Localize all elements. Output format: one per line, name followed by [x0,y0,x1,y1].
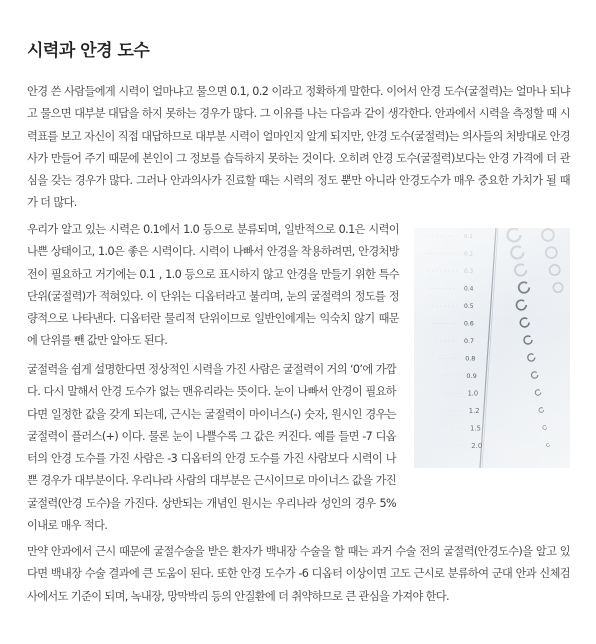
eye-chart-light-overlay [414,228,570,468]
paragraph-visual-acuity: 우리가 알고 있는 시력은 0.1에서 1.0 등으로 분류되며, 일반적으로 0.1은 시력이 나쁜 상태이고, 1.0은 좋은 시력이다. 시력이 나빠서 안경을 착용하려면, 안경처방전이 필요하고 거기에는 0.1 , 1.0 등으로 표시하지 않고 안경을 만들기 위한 특수 단위(굴절력)가 적혀있다. 이 단위는 디옵터라고 불리며, 눈의 굴절력의 정도를 정량적으로 나타낸다. 디옵터란 물리적 단위이므로 일반인에게는 익숙치 않기 때문에 단위를 뺀 값만 알아도 된다. [27,223,399,348]
paragraph-cataract: 만약 안과에서 근시 때문에 굴절수술을 받은 환자가 백내장 수술을 할 때는 과거 수술 전의 굴절력(안경도수)을 알고 있다면 백내장 수술 결과에 큰 도움이 된다. 또한 안경 도수가 -6 디옵터 이상이면 고도 근시로 분류하여 군대 안과 신체검사에서도 기준이 되며, 녹내장, 망막박리 등의 안질환에 더 취약하므로 큰 관심을 가져야 한다. [27,545,570,603]
eye-chart-image [414,228,570,468]
paragraph-refraction-text: 굴절력을 쉽게 설명한다면 정상적인 시력을 가진 사람은 굴절력이 거의 ‘0’에 가깝다. 다시 말해서 안경 도수가 없는 맨유리라는 뜻이다. 눈이 나빠서 안경이 필요하다면 일정한 값을 갖게 되는데, 근시는 굴절력이 마이너스(-) 숫자, 원시인 경우는 굴절력이 플러스(+) 이다. 물론 눈이 나쁠수록 그 값은 커진다. 예를 들면 -7 디옵터의 안경 도수를 가진 사람은 -3 디옵터의 안경 도수를 가진 사람보다 시력이 나쁜 경우가 대부분이다. 우리나라 사람의 대부분은 근시이므로 마이너스 값을 가진 굴절력(안경 도수)을 가진다. 상반되는 개념인 원시는 우리나라 성인의 경우 5% 이내로 매우 적다. [27,363,396,533]
article-title: 시력과 안경 도수 [27,41,150,61]
paragraph-intro: 안경 쓴 사람들에게 시력이 얼마냐고 물으면 0.1, 0.2 이라고 정확하게 말한다. 이어서 안경 도수(굴절력)는 얼마나 되냐고 물으면 대부분 대답을 하지 못하는 경우가 많다. 그 이유를 나는 다음과 같이 생각한다. 안과에서 시력을 측정할 때 시력표를 보고 자신이 직접 대답하므로 대부분 시력이 얼마인지 알게 되지만, 안경 도수(굴절력)는 의사들의 처방대로 안경사가 만들어 주기 때문에 본인이 그 정보를 습득하지 못하는 것이다. 오히려 안경 도수(굴절력)보다는 안경 가격에 더 관심을 갖는 경우가 많다. 그러나 안과의사가 진료할 때는 시력의 정도 뿐만 아니라 안경도수가 매우 중요한 가치가 될 때가 더 많다. [27,85,570,210]
